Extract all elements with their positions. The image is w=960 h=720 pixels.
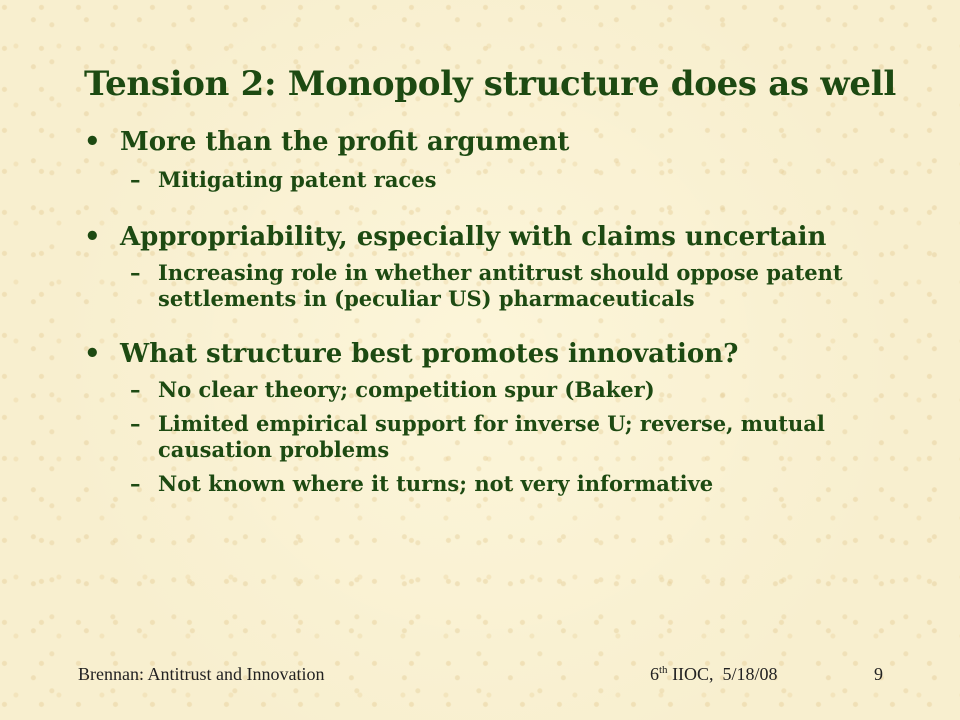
sub-dash: – bbox=[130, 167, 141, 192]
bullet-dot: • bbox=[84, 222, 101, 252]
footer-conference-date bbox=[650, 664, 778, 685]
footer-author-title: Brennan: Antitrust and Innovation bbox=[78, 664, 325, 684]
sub-dash: – bbox=[130, 260, 141, 285]
bullet-2 bbox=[84, 223, 904, 252]
sub-text: Limited empirical support for inverse U; reverse, mutual causation problems bbox=[158, 411, 825, 462]
sub-item bbox=[130, 167, 904, 193]
sub-dash: – bbox=[130, 377, 141, 402]
bullet-dot: • bbox=[84, 127, 101, 157]
sub-item bbox=[130, 260, 904, 312]
footer-conference-rest: IIOC, 5/18/08 bbox=[667, 664, 778, 684]
slide-content bbox=[84, 128, 904, 497]
sub-item bbox=[130, 377, 904, 403]
sub-dash: – bbox=[130, 471, 141, 496]
sub-text: Not known where it turns; not very informative bbox=[158, 471, 714, 496]
sub-item bbox=[130, 411, 904, 463]
bullet-text: Appropriability, especially with claims uncertain bbox=[120, 222, 827, 252]
bullet-3 bbox=[84, 340, 904, 369]
sub-text: Mitigating patent races bbox=[158, 167, 437, 192]
bullet-text: What structure best promotes innovation? bbox=[120, 339, 739, 369]
bullet-text: More than the profit argument bbox=[120, 127, 570, 157]
page-number: 9 bbox=[874, 664, 883, 684]
sub-text: Increasing role in whether antitrust should oppose patent settlements in (peculiar US) pharmaceuticals bbox=[158, 260, 843, 311]
sub-item bbox=[130, 471, 904, 497]
slide-title: Tension 2: Monopoly structure does as well bbox=[84, 64, 896, 104]
footer-conference-number: 6 bbox=[650, 664, 659, 684]
bullet-dot: • bbox=[84, 339, 101, 369]
bullet-1 bbox=[84, 128, 904, 157]
sub-text: No clear theory; competition spur (Baker) bbox=[158, 377, 655, 402]
footer-conference-suffix: th bbox=[659, 664, 668, 676]
sub-dash: – bbox=[130, 411, 141, 436]
